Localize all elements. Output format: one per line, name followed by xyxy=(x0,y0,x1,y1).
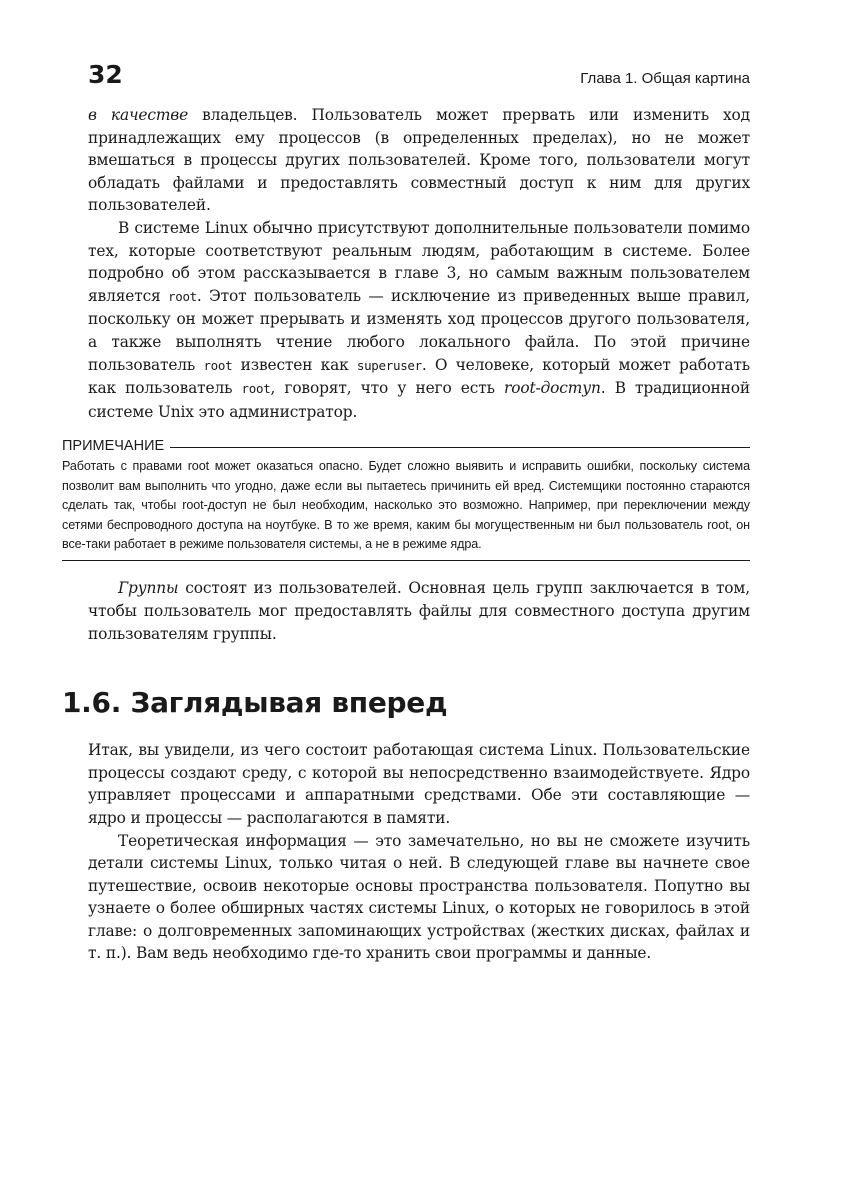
book-page xyxy=(62,60,751,965)
paragraph-text: . Этот пользователь — исключение из приведенных выше правил, поскольку он может прерывать и изменять ход процессов другого пользователя, а также выполнять чтение любого локального файла. По этой причине пользователь xyxy=(88,286,751,374)
note-title: ПРИМЕЧАНИЕ xyxy=(62,438,165,455)
code-root: root xyxy=(168,288,197,304)
paragraph-text: владельцев. Пользователь может прервать или изменить ход принадлежащих ему процессов (в определенных пределах), но не может вмешаться в процессы других пользователей. Кроме того, пользователи могут обладать файлами и предоставлять совместный доступ к ним для других пользователей. xyxy=(88,106,750,215)
note-top-rule xyxy=(170,447,750,448)
paragraph-groups xyxy=(88,577,750,645)
paragraph-text: В системе Linux обычно присутствуют дополнительные пользователи помимо тех, которые соответствуют реальным людям, работающим в системе. Более подробно об этом рассказывается в главе 3, но самым важным пользователем является xyxy=(88,218,750,305)
section-heading: 1.6. Заглядывая вперед xyxy=(62,686,448,720)
code-superuser: superuser xyxy=(356,357,422,373)
paragraph-owners xyxy=(88,104,750,217)
paragraph-summary: Итак, вы увидели, из чего состоит работающая система Linux. Пользовательские процессы создают среду, с которой вы непосредственно взаимодействуете. Ядро управляет процессами и аппаратными средствами. Обе эти составляющие — ядро и процессы — располагаются в памяти. xyxy=(88,741,750,827)
note-header xyxy=(62,435,750,457)
running-head: Глава 1. Общая картина xyxy=(580,70,750,87)
paragraph-text: известен как xyxy=(232,355,357,374)
paragraph-text: , говорят, что у него есть xyxy=(270,379,505,398)
paragraph-text: состоят из пользователей. Основная цель групп заключается в том, чтобы пользователь мог предоставлять файлы для совместного доступа другим пользователям группы. xyxy=(88,579,750,643)
code-root: root xyxy=(241,381,271,397)
italic-term: Группы xyxy=(118,579,179,598)
italic-term: в качестве xyxy=(88,106,189,124)
italic-term: root-доступ xyxy=(504,379,601,398)
paragraph-root-user xyxy=(88,217,750,423)
note-box xyxy=(62,435,750,561)
note-text: Работать с правами root может оказаться опасно. Будет сложно выявить и исправить ошибки, поскольку система позволит вам выполнить что угодно, даже если вы пытаетесь причинить ей вред. Системщики постоянно стараются сделать так, чтобы root-доступ не был необходим, насколько это возможно. Например, при переключении между сетями беспроводного доступа на ноутбуке. В то же время, каким бы могущественным ни был пользователь root, он все-таки работает в режиме пользователя системы, а не в режиме ядра. xyxy=(62,459,750,551)
page-header xyxy=(88,60,750,104)
paragraph-text: . В традиционной системе Unix это администратор. xyxy=(88,379,750,421)
code-root: root xyxy=(203,357,233,373)
page-number: 32 xyxy=(88,60,123,89)
paragraph-next-chapter: Теоретическая информация — это замечательно, но вы не сможете изучить детали системы Linux, только читая о ней. В следующей главе вы начнете свое путешествие, освоив некоторые основы пространства пользователя. Попутно вы узнаете о более обширных частях системы Linux, о которых не говорилось в этой главе: о долговременных запоминающих устройствах (жестких дисках, файлах и т. п.). Вам ведь необходимо где-то хранить свои программы и данные. xyxy=(88,831,750,963)
paragraph-text: . О человеке, который может работать как пользователь xyxy=(88,355,750,398)
